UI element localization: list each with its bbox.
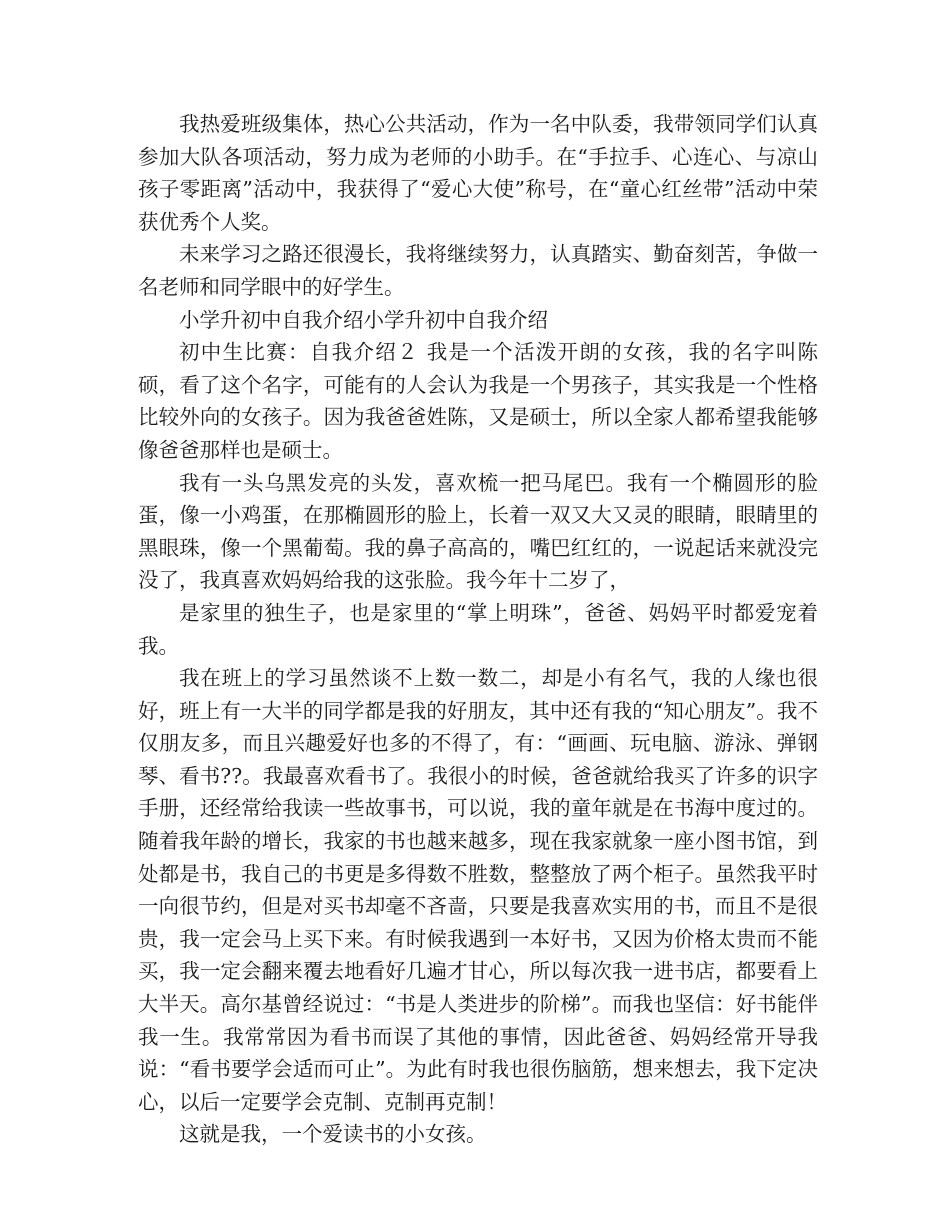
paragraph-self-intro-name: 初中生比赛：自我介绍２ 我是一个活泼开朗的女孩，我的名字叫陈硕，看了这个名字，可能有的人会认为我是一个男孩子，其实我是一个性格比较外向的女孩子。因为我爸爸姓陈，又是硕士，所以全家人都希望我能够像爸爸那样也是硕士。 <box>138 340 818 462</box>
paragraph-class-activities: 我热爱班级集体，热心公共活动，作为一名中队委，我带领同学们认真参加大队各项活动，努力成为老师的小助手。在“手拉手、心连心、与凉山孩子零距离”活动中，我获得了“爱心大使”称号，在“童心红丝带”活动中荣获优秀个人奖。 <box>138 112 818 234</box>
paragraph-study-and-reading: 我在班上的学习虽然谈不上数一数二，却是小有名气，我的人缘也很好，班上有一大半的同学都是我的好朋友，其中还有我的“知心朋友”。我不仅朋友多，而且兴趣爱好也多的不得了，有：“画画、玩电脑、游泳、弹钢琴、看书??。我最喜欢看书了。我很小的时候，爸爸就给我买了许多的识字手册，还经常给我读一些故事书，可以说，我的童年就是在书海中度过的。随着我年龄的增长，我家的书也越来越多，现在我家就象一座小图书馆，到处都是书，我自己的书更是多得数不胜数，整整放了两个柜子。虽然我平时一向很节约，但是对买书却毫不吝啬，只要是我喜欢实用的书，而且不是很贵，我一定会马上买下来。有时候我遇到一本好书，又因为价格太贵而不能买，我一定会翻来覆去地看好几遍才甘心，所以每次我一进书店，都要看上大半天。高尔基曾经说过：“书是人类进步的阶梯”。而我也坚信：好书能伴我一生。我常常因为看书而误了其他的事情，因此爸爸、妈妈经常开导我说：“看书要学会适而可止”。为此有时我也很伤脑筋，想来想去，我下定决心，以后一定要学会克制、克制再克制！ <box>138 666 818 1114</box>
paragraph-section-heading: 小学升初中自我介绍小学升初中自我介绍 <box>179 307 548 332</box>
paragraph-family: 是家里的独生子，也是家里的“掌上明珠”，爸爸、妈妈平时都爱宠着我。 <box>138 600 818 658</box>
document-body <box>138 108 818 1151</box>
paragraph-closing: 这就是我，一个爱读书的小女孩。 <box>179 1122 487 1147</box>
paragraph-appearance: 我有一头乌黑发亮的头发，喜欢梳一把马尾巴。我有一个椭圆形的脸蛋，像一小鸡蛋，在那椭圆形的脸上，长着一双又大又灵的眼睛，眼睛里的黑眼珠，像一个黑葡萄。我的鼻子高高的，嘴巴红红的，一说起话来就没完没了，我真喜欢妈妈给我的这张脸。我今年十二岁了， <box>138 470 818 593</box>
paragraph-future-study: 未来学习之路还很漫长，我将继续努力，认真踏实、勤奋刻苦，争做一名老师和同学眼中的好学生。 <box>138 242 818 299</box>
